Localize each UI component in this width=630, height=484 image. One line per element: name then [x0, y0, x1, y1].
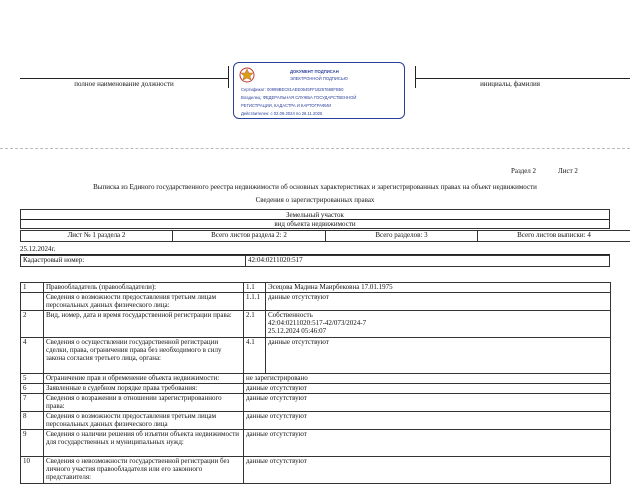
table-row — [21, 412, 611, 430]
section-number: Раздел 2 — [511, 167, 536, 175]
stamp-title: ДОКУМЕНТ ПОДПИСАН — [290, 69, 339, 74]
rights-table — [20, 282, 611, 484]
signature-divider-left — [228, 66, 229, 88]
cadastral-table — [20, 255, 610, 267]
row-value: данные отсутствуют — [244, 457, 611, 484]
row-value: Собственность 42:04:0211020:517-42/073/2024-7 25.12.2024 05:46:07 — [266, 311, 611, 338]
sheet-number: Лист 2 — [558, 167, 578, 175]
row-label: Сведения о возражении в отношении зарегистрированного права: — [44, 394, 244, 412]
row-value: не зарегистрировано — [244, 374, 611, 384]
document-title: Выписка из Единого государственного реестра недвижимости об основных характеристиках и зарегистрированных правах на объект недвижимости — [20, 183, 610, 191]
position-caption: полное наименование должности — [20, 80, 228, 88]
row-label: Заявленные в судебном порядке права требования: — [44, 384, 244, 394]
stamp-owner-continued: РЕГИСТРАЦИИ, КАДАСТРА И КАРТОГРАФИИ — [241, 103, 331, 108]
extract-date: 25.12.2024г. — [20, 245, 55, 253]
cadastral-number: 42:04:0211020:517 — [246, 256, 610, 267]
row-subnumber: 2.1 — [244, 311, 266, 338]
signature-divider-right — [415, 66, 416, 88]
row-value: данные отсутствуют — [244, 430, 611, 457]
row-subnumber: 1.1.1 — [244, 293, 266, 311]
document-subtitle: Сведения о зарегистрированных правах — [20, 196, 610, 204]
row-number: 6 — [21, 384, 44, 394]
row-value: данные отсутствуют — [244, 412, 611, 430]
table-row — [21, 430, 611, 457]
row-label: Сведения о невозможности государственной регистрации без личного участия правообладателя или его законного представителя: — [44, 457, 244, 484]
sheet-in-section: Лист № 1 раздела 2 — [21, 231, 173, 242]
row-number: 4 — [21, 338, 44, 374]
stamp-owner: Владелец: ФЕДЕРАЛЬНАЯ СЛУЖБА ГОСУДАРСТВЕННОЙ — [241, 95, 356, 100]
row-label: Сведения о наличии решения об изъятии объекта недвижимости для государственных и муниципальных нужд: — [44, 430, 244, 457]
row-subnumber: 1.1 — [244, 283, 266, 293]
name-caption: инициалы, фамилия — [415, 80, 605, 88]
table-row — [21, 283, 611, 293]
table-row — [21, 338, 611, 374]
row-label: Ограничение прав и обременение объекта недвижимости: — [44, 374, 244, 384]
row-number: 10 — [21, 457, 44, 484]
table-row — [21, 394, 611, 412]
row-label: Сведения о осуществлении государственной регистрации сделки, права, ограничения права без необходимого в силу закона согласия третьего лица, органа: — [44, 338, 244, 374]
cadastral-label: Кадастровый номер: — [21, 256, 246, 267]
row-value: данные отсутствуют — [244, 384, 611, 394]
row-value: Эсецова Мадина Маирбековна 17.01.1975 — [266, 283, 611, 293]
row-label: Сведения о возможности предоставления третьим лицам персональных данных физического лица: — [44, 293, 244, 311]
object-type-caption: вид объекта недвижимости — [21, 220, 609, 228]
stamp-subtitle: ЭЛЕКТРОННОЙ ПОДПИСЬЮ — [290, 76, 348, 81]
row-value: данные отсутствуют — [266, 293, 611, 311]
position-underline — [20, 78, 228, 79]
row-number: 8 — [21, 412, 44, 430]
row-subnumber: 4.1 — [244, 338, 266, 374]
sections-total: Всего разделов: 3 — [326, 231, 478, 242]
sheets-in-section: Всего листов раздела 2: 2 — [173, 231, 326, 242]
sheets-total: Всего листов выписки: 4 — [478, 231, 630, 242]
table-row — [21, 311, 611, 338]
row-number: 1 — [21, 283, 44, 293]
page-break — [0, 148, 630, 149]
row-label: Правообладатель (правообладатели): — [44, 283, 244, 293]
table-row — [21, 374, 611, 384]
electronic-signature-stamp — [233, 62, 405, 119]
table-row — [21, 384, 611, 394]
state-emblem-icon — [239, 66, 255, 84]
object-type: Земельный участок — [21, 211, 609, 219]
sheet-info-table — [20, 230, 630, 242]
row-number: 7 — [21, 394, 44, 412]
row-value: данные отсутствуют — [244, 394, 611, 412]
table-row — [21, 457, 611, 484]
stamp-certificate: Сертификат: 00999BEC81AEE0645FF18257668FB50 — [241, 87, 343, 92]
stamp-validity: Действителен: с 02.09.2024 по 26.11.2025 — [241, 111, 322, 116]
row-label: Вид, номер, дата и время государственной регистрации права: — [44, 311, 244, 338]
row-number: 2 — [21, 311, 44, 338]
name-underline — [415, 78, 630, 79]
object-type-box — [20, 209, 610, 229]
row-number — [21, 293, 44, 311]
table-row — [21, 293, 611, 311]
row-number: 9 — [21, 430, 44, 457]
row-value: данные отсутствуют — [266, 338, 611, 374]
row-number: 5 — [21, 374, 44, 384]
row-label: Сведения о возможности предоставления третьим лицам персональных данных физического лица — [44, 412, 244, 430]
